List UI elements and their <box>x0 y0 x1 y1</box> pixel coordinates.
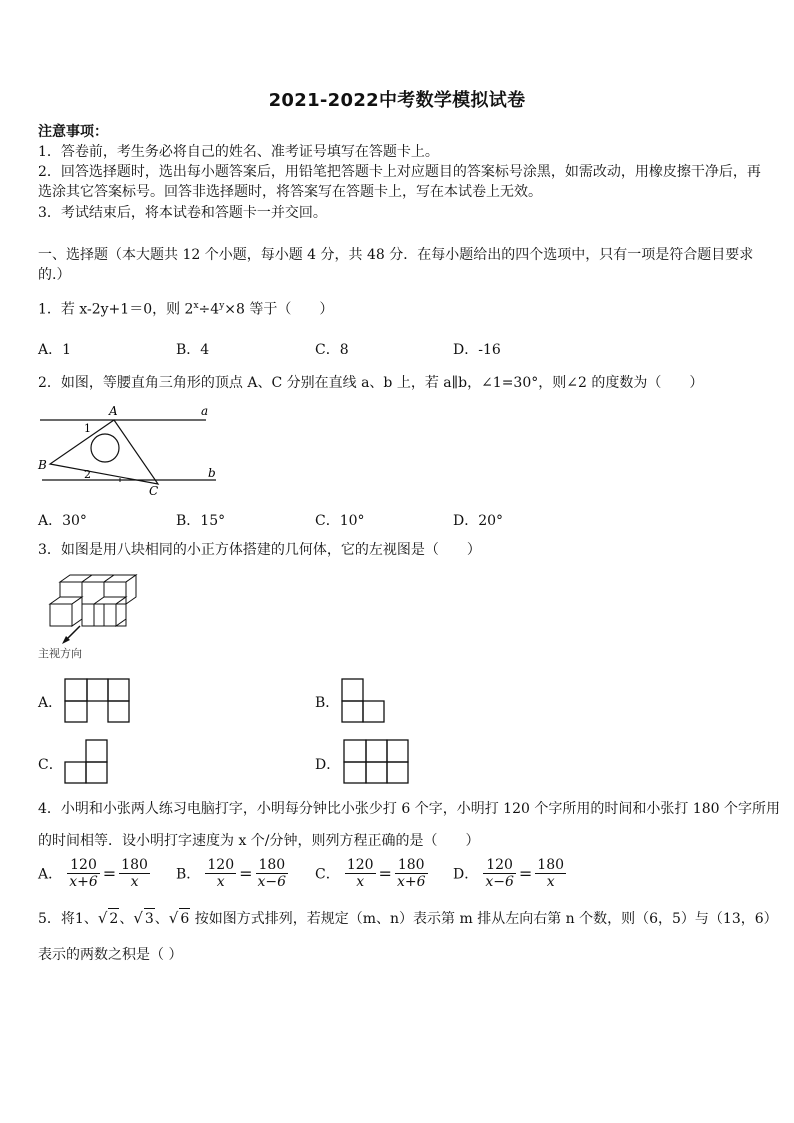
q2-option-d[interactable]: D．20° <box>453 513 504 529</box>
q3-view-direction-caption: 主视方向 <box>38 647 82 660</box>
page-title: 2021-2022中考数学模拟试卷 <box>268 90 526 111</box>
q3-option-b-view <box>341 678 387 724</box>
q3-option-d-view <box>343 739 411 785</box>
label-A: A <box>109 404 118 418</box>
q2-option-b[interactable]: B．15° <box>176 513 226 529</box>
question-5-text: 5．将1、√ 2、√ 3、√ 6 按如图方式排列，若规定（m、n）表示第 m 排从左向右第 n 个数，则（6，5）与（13，6） <box>38 909 778 927</box>
q3-option-c-label[interactable]: C． <box>38 757 63 773</box>
q3-option-a-label[interactable]: A． <box>38 695 63 711</box>
label-angle-2: 2 <box>84 468 91 481</box>
q2-option-a[interactable]: A．30° <box>38 513 87 529</box>
q3-option-d-label[interactable]: D． <box>315 757 341 773</box>
notice-item-1: 1．答卷前，考生务必将自己的姓名、准考证号填写在答题卡上。 <box>38 144 439 160</box>
notice-item-2-cont: 选涂其它答案标号。回答非选择题时，将答案写在答题卡上，写在本试卷上无效。 <box>38 184 542 200</box>
q1-option-a[interactable]: A．1 <box>38 342 72 358</box>
label-b: b <box>208 466 216 480</box>
q4-option-c[interactable]: C． $\frac{120}{x}$ = $\frac{180}{x+6}$ <box>315 857 426 890</box>
q3-option-b-label[interactable]: B． <box>315 695 340 711</box>
label-angle-1: 1 <box>84 422 91 435</box>
q3-option-c-view <box>64 739 110 785</box>
q4-option-a[interactable]: A． $\frac{120}{x+6}$ = $\frac{180}{x}$ <box>38 857 148 890</box>
inscribed-circle <box>91 434 119 462</box>
label-a: a <box>201 404 209 418</box>
q1-option-d[interactable]: D．-16 <box>453 342 501 358</box>
q1-option-c[interactable]: C．8 <box>315 342 349 358</box>
question-5-text-cont: 表示的两数之积是（ ） <box>38 947 183 963</box>
q3-cube-solid-figure <box>40 570 140 650</box>
question-4-text-cont: 的时间相等．设小明打字速度为 x 个/分钟，则列方程正确的是（ ） <box>38 833 480 849</box>
q4-option-d[interactable]: D． $\frac{120}{x-6}$ = $\frac{180}{x}$ <box>453 857 565 890</box>
question-3-text: 3．如图是用八块相同的小正方体搭建的几何体，它的左视图是（ ） <box>38 542 481 558</box>
q1-option-b[interactable]: B．4 <box>176 342 210 358</box>
notice-item-2: 2．回答选择题时，选出每小题答案后，用铅笔把答题卡上对应题目的答案标号涂黑，如需改动，用橡皮擦干净后，再 <box>38 164 761 180</box>
view-arrow <box>66 626 80 640</box>
section-heading-cont: 的.） <box>38 267 71 283</box>
question-4-text: 4．小明和小张两人练习电脑打字，小明每分钟比小张少打 6 个字，小明打 120 个字所用的时间和小张打 180 个字所用 <box>38 801 780 817</box>
q2-triangle-figure <box>34 402 224 496</box>
section-heading: 一、选择题（本大题共 12 个小题，每小题 4 分，共 48 分．在每小题给出的四个选项中，只有一项是符合题目要求 <box>38 247 754 263</box>
question-2-text: 2．如图，等腰直角三角形的顶点 A、C 分别在直线 a、b 上，若 a∥b，∠1=30°，则∠2 的度数为（ ） <box>38 375 704 391</box>
q2-option-c[interactable]: C．10° <box>315 513 365 529</box>
q3-option-a-view <box>64 678 132 724</box>
q4-option-b[interactable]: B． $\frac{120}{x}$ = $\frac{180}{x-6}$ <box>176 857 287 890</box>
notice-heading: 注意事项： <box>38 124 108 140</box>
question-1-text: 1．若 x-2y+1＝0，则 $2^x\div 4^y\times 8$ 等于（ ） <box>38 301 334 318</box>
notice-item-3: 3．考试结束后，将本试卷和答题卡一并交回。 <box>38 205 327 221</box>
label-B: B <box>38 458 47 472</box>
label-C: C <box>149 484 159 496</box>
triangle-abc <box>50 420 158 484</box>
